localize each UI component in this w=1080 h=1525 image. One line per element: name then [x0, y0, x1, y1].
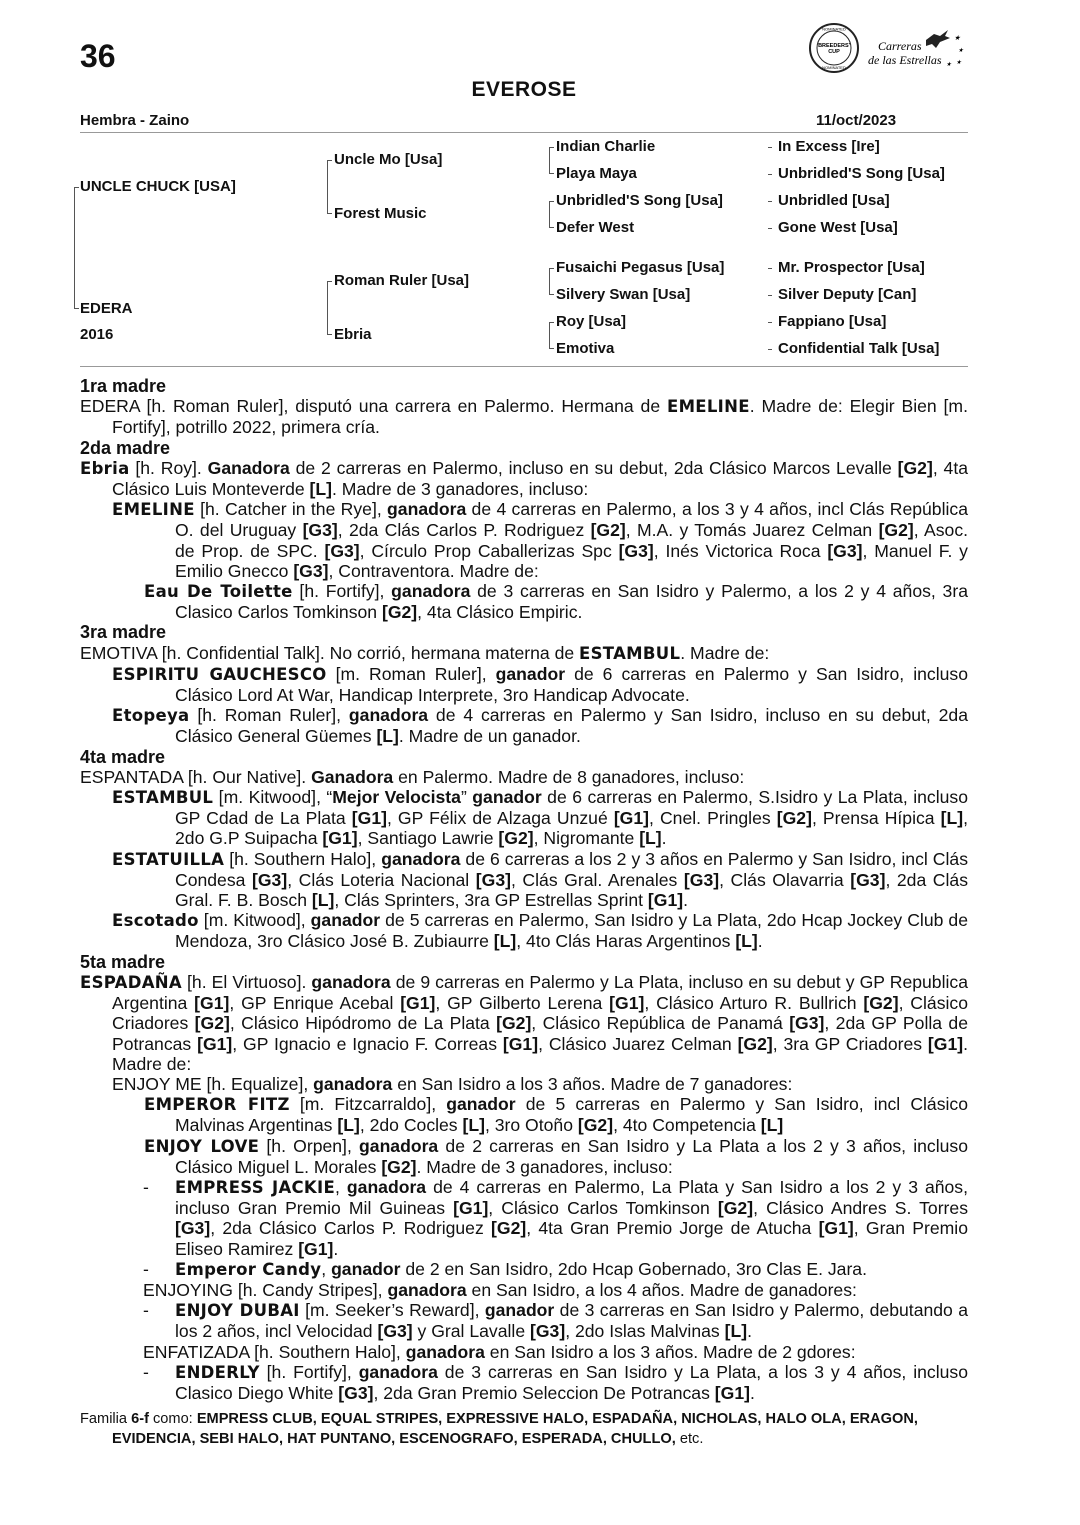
- lot-number: 36: [80, 38, 116, 74]
- pedigree-gen3: Roy [Usa]: [556, 313, 627, 330]
- pedigree-dam-year: 2016: [80, 326, 114, 343]
- paragraph: ESPADAÑA [h. El Virtuoso]. ganadora de 9 carreras en Palermo y La Plata, incluso en su debut y GP Republica Argentina [G1], GP Enrique Acebal [G1], GP Gilberto Lerena [G1], Clásico Arturo R. Bullrich [G2], Clásico Criadores [G2], Clásico Hipódromo de La Plata [G2], Clásico República de Panamá [G3], 2da GP Polla de Potrancas [G1], GP Ignacio e Ignacio F. Correas [G1], Clásico Juarez Celman [G2], 3ra GP Criadores [G1]. Madre de:: [80, 971, 969, 1074]
- dash: [768, 295, 772, 296]
- section-heading: 1ra madre: [80, 376, 167, 396]
- bracket-gen3: [549, 201, 550, 228]
- family-label: Familia: [80, 1411, 128, 1427]
- dash: [768, 147, 772, 148]
- tick: [549, 294, 554, 295]
- breeders-cup-seal-logo: [808, 22, 860, 74]
- paragraph: - Emperor Candy, ganador de 2 en San Isidro, 2do Hcap Gobernado, 3ro Clas E. Jara.: [80, 1259, 968, 1280]
- paragraph: ESPIRITU GAUCHESCO [m. Roman Ruler], ganador de 6 carreras en Palermo y San Isidro, incluso Clásico Lord At War, Handicap Interprete, 3ro Handicap Advocate.: [112, 663, 968, 706]
- paragraph: Ebria [h. Roy]. Ganadora de 2 carreras en Palermo, incluso en su debut, 2da Clásico Marcos Levalle [G2], 4ta Clásico Luis Monteverde [L]. Madre de 3 ganadores, incluso:: [80, 457, 969, 500]
- svg-text:de las Estrellas: de las Estrellas: [868, 53, 942, 67]
- dash: [768, 201, 772, 202]
- paragraph: ESPANTADA [h. Our Native]. Ganadora en Palermo. Madre de 8 ganadores, incluso:: [80, 766, 745, 787]
- pedigree-gen2: Roman Ruler [Usa]: [334, 272, 470, 289]
- bracket-gen3: [549, 147, 550, 174]
- paragraph: EMPEROR FITZ [m. Fitzcarraldo], ganador de 5 carreras en Palermo y San Isidro, incl Clásico Malvinas Argentinas [L], 2do Cocles [L], 3ro Otoño [G2], 4to Competencia [L]: [144, 1094, 969, 1136]
- tick: [327, 281, 332, 282]
- paragraph: EMELINE [h. Catcher in the Rye], ganadora de 4 carreras en Palermo, a los 3 y 4 años, incl Clás República O. del Uruguay [G3], 2da Clás Carlos P. Rodriguez [G2], M.A. y Tomás Juarez Celman [G2], Asoc. de Prop. de SPC. [G3], Círculo Prop Caballerizas Spc [G3], Inés Victorica Roca [G3], Manuel F. y Emilio Gnecco [G3], Contraventora. Madre de:: [112, 499, 969, 581]
- paragraph: - ENJOY DUBAI [m. Seeker’s Reward], ganador de 3 carreras en San Isidro y Palermo, debutando a los 2 años, incl Velocidad [G3] y Gral Lavalle [G3], 2do Islas Malvinas [L].: [80, 1300, 968, 1341]
- svg-text:★: ★: [946, 62, 952, 68]
- paragraph: EDERA [h. Roman Ruler], disputó una carrera en Palermo. Hermana de EMELINE. Madre de: Elegir Bien [m. Fortify], potrillo 2022, primera cría.: [80, 396, 968, 438]
- pedigree-gen4: Unbridled [Usa]: [778, 192, 890, 209]
- paragraph: Eau De Toilette [h. Fortify], ganadora de 3 carreras en San Isidro y Palermo, a los 2 y 4 años, 3ra Clasico Carlos Tomkinson [G2], 4ta Clásico Empiric.: [144, 581, 968, 623]
- pedigree-rule: [80, 366, 968, 367]
- bracket-gen2: [327, 160, 328, 214]
- pedigree-gen3: Indian Charlie: [556, 138, 656, 155]
- svg-text:★: ★: [956, 60, 962, 66]
- pedigree-gen2: Uncle Mo [Usa]: [334, 151, 443, 168]
- section-heading: 4ta madre: [80, 746, 166, 767]
- pedigree-gen2: Ebria: [334, 326, 372, 343]
- bracket-gen3: [549, 268, 550, 295]
- pedigree-gen3: Silvery Swan [Usa]: [556, 286, 691, 303]
- svg-text:★: ★: [958, 48, 964, 54]
- tick: [549, 227, 554, 228]
- paragraph: ENJOYING [h. Candy Stripes], ganadora en San Isidro, a los 4 años. Madre de ganadores:: [143, 1279, 857, 1300]
- horse-name-title: EVEROSE: [471, 78, 577, 101]
- tick: [549, 268, 554, 269]
- family-code: 6-f: [131, 1411, 149, 1427]
- svg-text:CUP: CUP: [828, 49, 840, 55]
- tick: [74, 308, 79, 309]
- pedigree-gen3: Emotiva: [556, 340, 615, 357]
- svg-text:BREEDERS': BREEDERS': [818, 43, 850, 49]
- dash: [768, 322, 772, 323]
- paragraph: ESTATUILLA [h. Southern Halo], ganadora de 6 carreras a los 2 y 3 años en Palermo y San Isidro, incl Clás Condesa [G3], Clás Loteria Nacional [G3], Clás Gral. Arenales [G3], Clás Olavarria [G3], 2da Clás Gral. F. B. Bosch [L], Clás Sprinters, 3ra GP Estrellas Sprint [G1].: [112, 848, 969, 911]
- svg-text:Carreras: Carreras: [878, 39, 922, 53]
- dash: [768, 349, 772, 350]
- paragraph: Escotado [m. Kitwood], ganador de 5 carreras en Palermo, San Isidro y La Plata, 2do Hcap Jockey Club de Mendoza, 3ro Clásico José B. Zubiaurre [L], 4to Clás Haras Argentinos [L].: [112, 910, 968, 952]
- paragraph: - ENDERLY [h. Fortify], ganadora de 3 carreras en San Isidro y La Plata, a los 3 y 4 años, incluso Clasico Diego White [G3], 2da Gran Premio Seleccion De Potrancas [G1].: [80, 1362, 968, 1403]
- female-family-text: [80, 376, 968, 1403]
- pedigree-gen4: Mr. Prospector [Usa]: [778, 259, 925, 276]
- section-heading: 2da madre: [80, 437, 171, 458]
- tick: [549, 147, 554, 148]
- tick: [327, 160, 332, 161]
- bracket-gen1: [74, 187, 75, 309]
- svg-text:★: ★: [954, 34, 961, 42]
- tick: [549, 173, 554, 174]
- sex-color: Hembra - Zaino: [80, 112, 190, 129]
- pedigree-gen4: In Excess [Ire]: [778, 138, 880, 155]
- svg-text:NOMINATED: NOMINATED: [822, 26, 846, 32]
- family-names: EMPRESS CLUB, EQUAL STRIPES, EXPRESSIVE HALO, ESPADAÑA, NICHOLAS, HALO OLA, ERAGON, EVIDENCIA, SEBI HALO, HAT PUNTANO, ESCENOGRAFO, ESPERADA, CHULLO,: [112, 1411, 918, 1447]
- pedigree-gen3: Unbridled'S Song [Usa]: [556, 192, 723, 209]
- pedigree-gen4: Unbridled'S Song [Usa]: [778, 165, 945, 182]
- carreras-estrellas-logo: [866, 26, 966, 72]
- section-heading: 5ta madre: [80, 951, 166, 972]
- report-date: 11/oct/2023: [816, 112, 897, 129]
- svg-text:NOMINATED: NOMINATED: [822, 65, 846, 70]
- section-heading: 3ra madre: [80, 622, 167, 643]
- tick: [327, 213, 332, 214]
- pedigree-gen4: Gone West [Usa]: [778, 219, 898, 236]
- bracket-gen3: [549, 322, 550, 349]
- bracket-gen2: [327, 281, 328, 335]
- pedigree-sire: UNCLE CHUCK [USA]: [80, 178, 236, 195]
- pedigree-dam: EDERA: [80, 300, 133, 317]
- paragraph: EMOTIVA [h. Confidential Talk]. No corrió, hermana materna de ESTAMBUL. Madre de:: [80, 642, 770, 663]
- dash: [768, 228, 772, 229]
- header-rule: [80, 132, 968, 133]
- tick: [549, 201, 554, 202]
- tick: [549, 322, 554, 323]
- paragraph: ESTAMBUL [m. Kitwood], “Mejor Velocista” ganador de 6 carreras en Palermo, S.Isidro y La Plata, incluso GP Cdad de La Plata [G1], GP Félix de Alzaga Unzué [G1], Cnel. Pringles [G2], Prensa Hípica [L], 2do G.P Suipacha [G1], Santiago Lawrie [G2], Nigromante [L].: [112, 787, 969, 849]
- pedigree-gen3: Playa Maya: [556, 165, 637, 182]
- family-como: como:: [153, 1411, 193, 1427]
- horse-stars-icon: [866, 26, 966, 70]
- pedigree-gen4: Silver Deputy [Can]: [778, 286, 917, 303]
- tick: [74, 187, 79, 188]
- paragraph: Etopeya [h. Roman Ruler], ganadora de 4 carreras en Palermo y San Isidro, incluso en su debut, 2da Clásico General Güemes [L]. Madre de un ganador.: [112, 705, 968, 747]
- pedigree-gen3: Fusaichi Pegasus [Usa]: [556, 259, 725, 276]
- family-line: [80, 1409, 968, 1449]
- tick: [327, 334, 332, 335]
- family-etc: etc.: [679, 1431, 704, 1447]
- paragraph: - EMPRESS JACKIE, ganadora de 4 carreras en Palermo, La Plata y San Isidro a los 2 y 3 años, incluso Gran Premio Mil Guineas [G1], Clásico Carlos Tomkinson [G2], Clásico Andres S. Torres [G3], 2da Clásico Carlos P. Rodriguez [G2], 4ta Gran Premio Jorge de Atucha [G1], Gran Premio Eliseo Ramirez [G1].: [80, 1177, 968, 1259]
- pedigree-gen3: Defer West: [556, 219, 635, 236]
- pedigree-gen4: Fappiano [Usa]: [778, 313, 887, 330]
- pedigree-gen4: Confidential Talk [Usa]: [778, 340, 940, 357]
- paragraph: ENFATIZADA [h. Southern Halo], ganadora en San Isidro a los 3 años. Madre de 2 gdores:: [143, 1341, 856, 1362]
- paragraph: ENJOY ME [h. Equalize], ganadora en San Isidro a los 3 años. Madre de 7 ganadores:: [112, 1073, 793, 1094]
- dash: [768, 268, 772, 269]
- dash: [768, 174, 772, 175]
- pedigree-gen2: Forest Music: [334, 205, 427, 222]
- paragraph: ENJOY LOVE [h. Orpen], ganadora de 2 carreras en San Isidro y La Plata a los 2 y 3 años, incluso Clásico Miguel L. Morales [G2]. Madre de 3 ganadores, incluso:: [144, 1135, 968, 1177]
- tick: [549, 348, 554, 349]
